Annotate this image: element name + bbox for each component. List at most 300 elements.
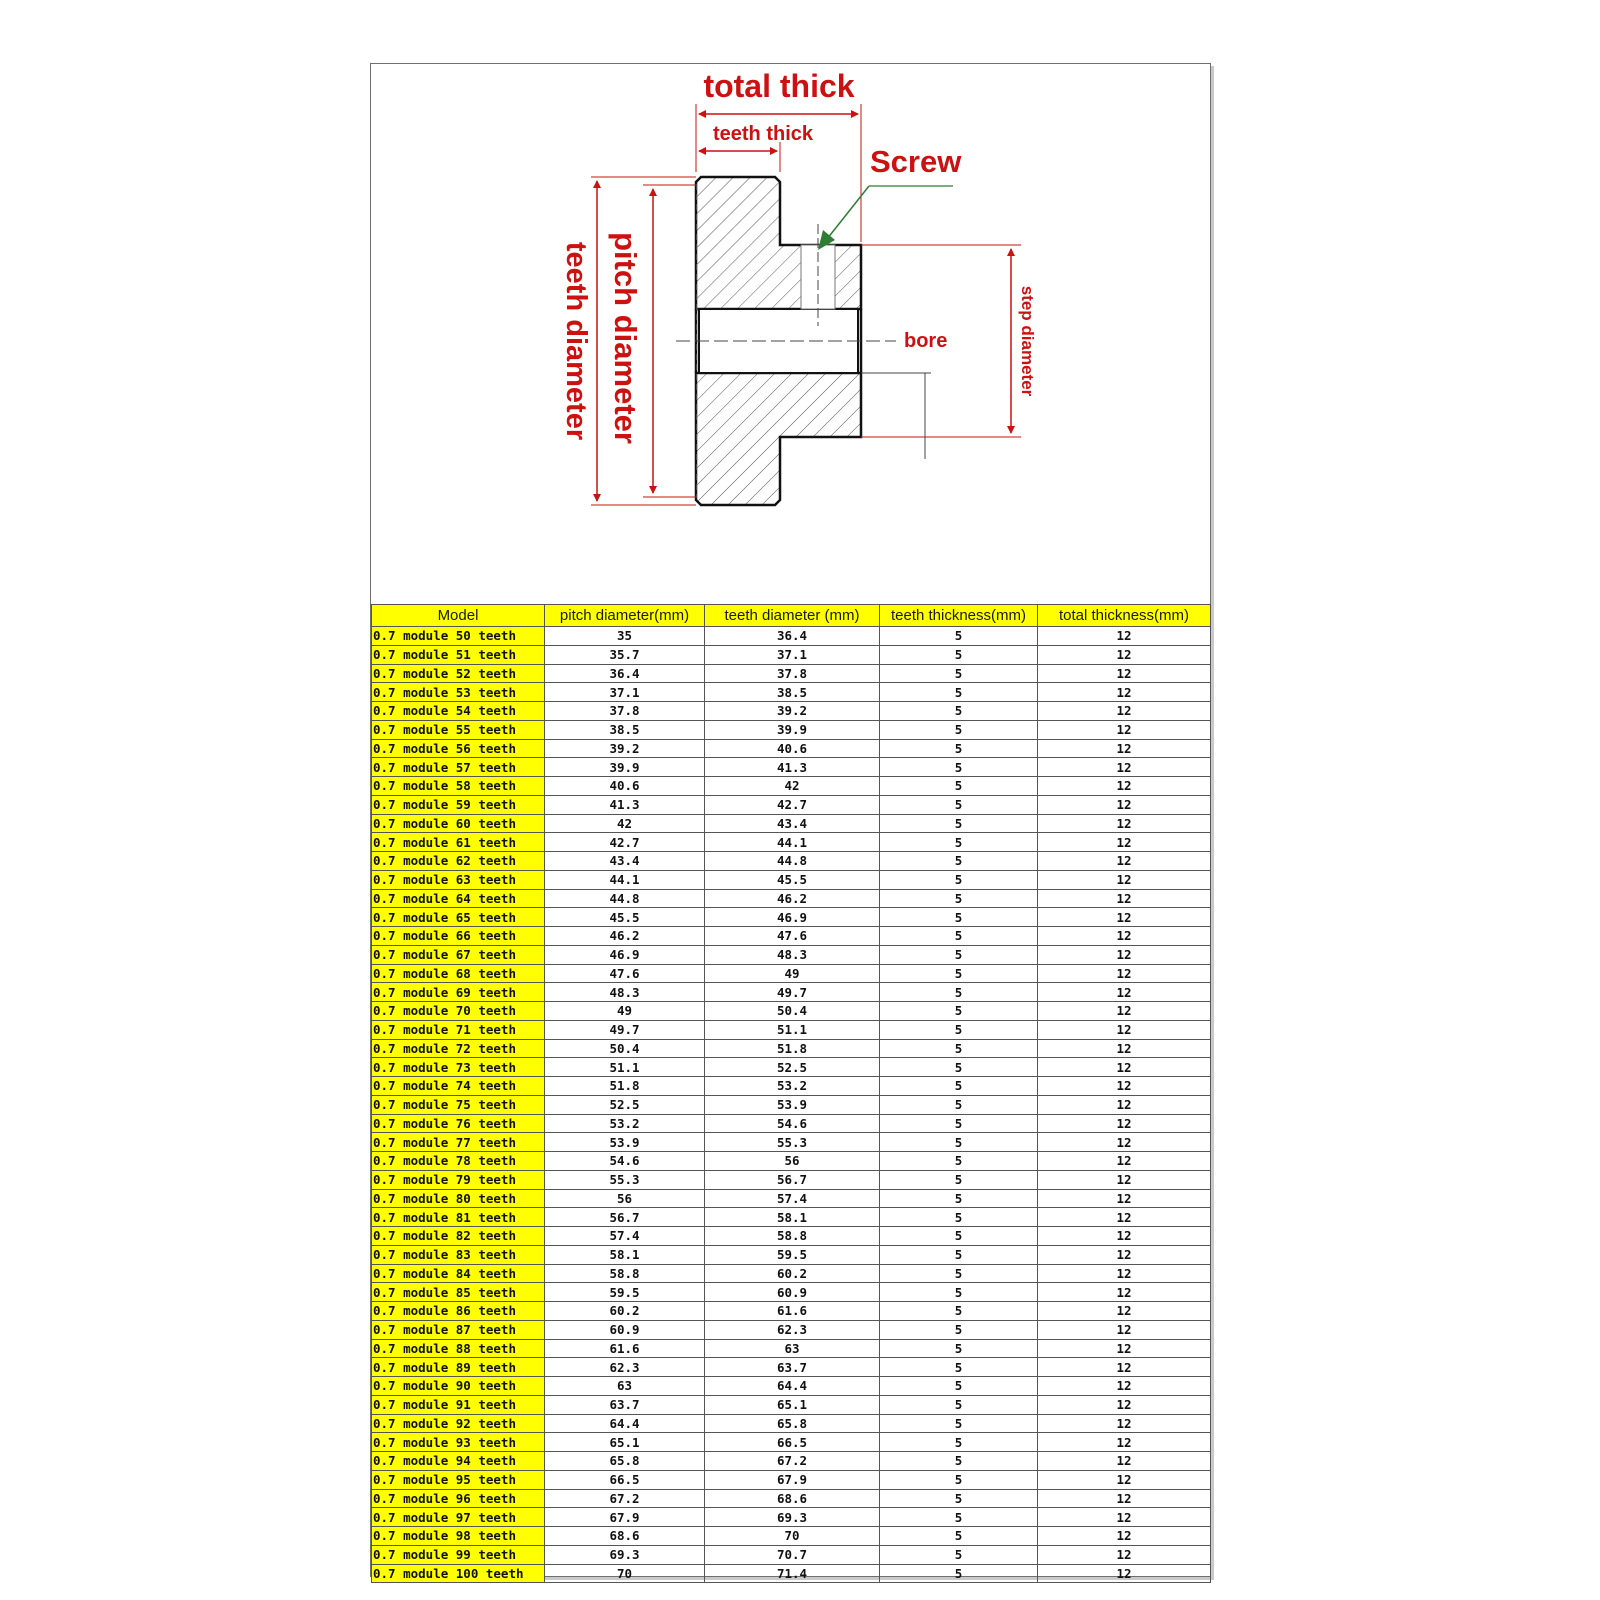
model-cell: 0.7 module 60 teeth — [372, 814, 545, 833]
teeth-thickness-cell: 5 — [880, 870, 1038, 889]
total-thickness-cell: 12 — [1038, 1114, 1211, 1133]
step-diameter-label: step diameter — [1018, 285, 1037, 397]
teeth-diameter-cell: 45.5 — [705, 870, 880, 889]
pitch-diameter-cell: 59.5 — [545, 1283, 705, 1302]
total-thickness-cell: 12 — [1038, 683, 1211, 702]
total-thickness-cell: 12 — [1038, 1095, 1211, 1114]
pitch-diameter-cell: 56 — [545, 1189, 705, 1208]
teeth-thickness-cell: 5 — [880, 1020, 1038, 1039]
pitch-diameter-cell: 65.1 — [545, 1433, 705, 1452]
teeth-thickness-cell: 5 — [880, 1564, 1038, 1583]
table-header-row — [372, 605, 1211, 627]
teeth-thickness-cell: 5 — [880, 1470, 1038, 1489]
teeth-diameter-cell: 62.3 — [705, 1320, 880, 1339]
total-thickness-cell: 12 — [1038, 1377, 1211, 1396]
teeth-thickness-cell: 5 — [880, 945, 1038, 964]
model-cell: 0.7 module 94 teeth — [372, 1452, 545, 1471]
pitch-diameter-cell: 50.4 — [545, 1039, 705, 1058]
teeth-thickness-cell: 5 — [880, 1414, 1038, 1433]
teeth-diameter-cell: 58.8 — [705, 1227, 880, 1246]
teeth-diameter-cell: 55.3 — [705, 1133, 880, 1152]
total-thickness-cell: 12 — [1038, 927, 1211, 946]
teeth-diameter-cell: 41.3 — [705, 758, 880, 777]
table-row — [372, 1208, 1211, 1227]
pitch-diameter-cell: 61.6 — [545, 1339, 705, 1358]
table-row — [372, 1302, 1211, 1321]
table-row — [372, 1133, 1211, 1152]
pitch-diameter-cell: 47.6 — [545, 964, 705, 983]
teeth-diameter-cell: 70 — [705, 1527, 880, 1546]
table-row — [372, 1152, 1211, 1171]
total-thickness-cell: 12 — [1038, 1077, 1211, 1096]
table-row — [372, 664, 1211, 683]
model-cell: 0.7 module 52 teeth — [372, 664, 545, 683]
table-row — [372, 1320, 1211, 1339]
table-row — [372, 1002, 1211, 1021]
teeth-thickness-cell: 5 — [880, 1133, 1038, 1152]
model-cell: 0.7 module 54 teeth — [372, 702, 545, 721]
model-cell: 0.7 module 100 teeth — [372, 1564, 545, 1583]
total-thickness-cell: 12 — [1038, 1208, 1211, 1227]
pitch-diameter-cell: 69.3 — [545, 1545, 705, 1564]
model-cell: 0.7 module 73 teeth — [372, 1058, 545, 1077]
teeth-thickness-cell: 5 — [880, 1283, 1038, 1302]
bore-callout — [904, 330, 947, 352]
total-thickness-cell: 12 — [1038, 1020, 1211, 1039]
table-row — [372, 720, 1211, 739]
teeth-diameter-cell: 59.5 — [705, 1245, 880, 1264]
total-thickness-cell: 12 — [1038, 758, 1211, 777]
pitch-diameter-cell: 53.2 — [545, 1114, 705, 1133]
pitch-diameter-cell: 56.7 — [545, 1208, 705, 1227]
model-cell: 0.7 module 86 teeth — [372, 1302, 545, 1321]
total-thickness-cell: 12 — [1038, 870, 1211, 889]
teeth-diameter-cell: 51.8 — [705, 1039, 880, 1058]
model-cell: 0.7 module 87 teeth — [372, 1320, 545, 1339]
model-cell: 0.7 module 91 teeth — [372, 1395, 545, 1414]
total-thickness-cell: 12 — [1038, 1414, 1211, 1433]
teeth-diameter-cell: 70.7 — [705, 1545, 880, 1564]
total-thickness-cell: 12 — [1038, 1527, 1211, 1546]
teeth-thickness-cell: 5 — [880, 1377, 1038, 1396]
total-thickness-cell: 12 — [1038, 1358, 1211, 1377]
total-thickness-cell: 12 — [1038, 1433, 1211, 1452]
pitch-diameter-cell: 48.3 — [545, 983, 705, 1002]
pitch-diameter-cell: 46.9 — [545, 945, 705, 964]
total-thickness-cell: 12 — [1038, 1245, 1211, 1264]
total-thickness-cell: 12 — [1038, 1508, 1211, 1527]
pitch-diameter-cell: 51.1 — [545, 1058, 705, 1077]
model-cell: 0.7 module 61 teeth — [372, 833, 545, 852]
teeth-thickness-cell: 5 — [880, 1433, 1038, 1452]
teeth-diameter-cell: 60.9 — [705, 1283, 880, 1302]
total-thickness-cell: 12 — [1038, 1452, 1211, 1471]
teeth-diameter-label: teeth diameter — [560, 241, 592, 441]
pitch-diameter-cell: 39.2 — [545, 739, 705, 758]
teeth-thick-label: teeth thick — [712, 123, 814, 145]
bore-label: bore — [904, 330, 948, 352]
pitch-diameter-cell: 57.4 — [545, 1227, 705, 1246]
total-thickness-cell: 12 — [1038, 908, 1211, 927]
teeth-thickness-cell: 5 — [880, 964, 1038, 983]
teeth-diameter-cell: 53.9 — [705, 1095, 880, 1114]
teeth-thickness-cell: 5 — [880, 1189, 1038, 1208]
pitch-diameter-cell: 37.1 — [545, 683, 705, 702]
teeth-thickness-cell: 5 — [880, 1395, 1038, 1414]
pitch-diameter-cell: 62.3 — [545, 1358, 705, 1377]
teeth-thickness-cell: 5 — [880, 1058, 1038, 1077]
total-thickness-cell: 12 — [1038, 1564, 1211, 1583]
teeth-diameter-cell: 53.2 — [705, 1077, 880, 1096]
teeth-diameter-cell: 67.2 — [705, 1452, 880, 1471]
total-thickness-cell: 12 — [1038, 1170, 1211, 1189]
teeth-diameter-cell: 49.7 — [705, 983, 880, 1002]
teeth-diameter-cell: 54.6 — [705, 1114, 880, 1133]
teeth-diameter-cell: 58.1 — [705, 1208, 880, 1227]
teeth-diameter-cell: 40.6 — [705, 739, 880, 758]
teeth-thickness-cell: 5 — [880, 627, 1038, 646]
pitch-diameter-cell: 35 — [545, 627, 705, 646]
pitch-diameter-cell: 39.9 — [545, 758, 705, 777]
model-cell: 0.7 module 56 teeth — [372, 739, 545, 758]
pitch-diameter-cell: 44.1 — [545, 870, 705, 889]
teeth-thickness-cell: 5 — [880, 1264, 1038, 1283]
total-thickness-cell: 12 — [1038, 627, 1211, 646]
table-row — [372, 945, 1211, 964]
teeth-thickness-cell: 5 — [880, 1320, 1038, 1339]
model-cell: 0.7 module 66 teeth — [372, 927, 545, 946]
total-thickness-cell: 12 — [1038, 1133, 1211, 1152]
pitch-diameter-cell: 60.2 — [545, 1302, 705, 1321]
pitch-diameter-cell: 63.7 — [545, 1395, 705, 1414]
pitch-diameter-cell: 55.3 — [545, 1170, 705, 1189]
header-total-thickness: total thickness(mm) — [1038, 605, 1211, 627]
model-cell: 0.7 module 82 teeth — [372, 1227, 545, 1246]
screw-pointer — [818, 144, 962, 250]
table-row — [372, 814, 1211, 833]
table-row — [372, 1545, 1211, 1564]
teeth-diameter-cell: 69.3 — [705, 1508, 880, 1527]
total-thickness-cell: 12 — [1038, 1545, 1211, 1564]
table-row — [372, 1470, 1211, 1489]
gear-spec-table — [371, 604, 1211, 1583]
model-cell: 0.7 module 55 teeth — [372, 720, 545, 739]
model-cell: 0.7 module 65 teeth — [372, 908, 545, 927]
total-thickness-cell: 12 — [1038, 1058, 1211, 1077]
header-teeth-diameter: teeth diameter (mm) — [705, 605, 880, 627]
table-row — [372, 1452, 1211, 1471]
table-row — [372, 1114, 1211, 1133]
table-row — [372, 964, 1211, 983]
model-cell: 0.7 module 71 teeth — [372, 1020, 545, 1039]
table-row — [372, 1489, 1211, 1508]
teeth-thickness-cell: 5 — [880, 1002, 1038, 1021]
teeth-thickness-cell: 5 — [880, 833, 1038, 852]
pitch-diameter-cell: 49 — [545, 1002, 705, 1021]
pitch-diameter-cell: 43.4 — [545, 852, 705, 871]
teeth-diameter-cell: 48.3 — [705, 945, 880, 964]
teeth-diameter-cell: 43.4 — [705, 814, 880, 833]
table-row — [372, 1058, 1211, 1077]
teeth-thickness-cell: 5 — [880, 1339, 1038, 1358]
table-body — [372, 627, 1211, 1583]
model-cell: 0.7 module 83 teeth — [372, 1245, 545, 1264]
table-row — [372, 1189, 1211, 1208]
header-model: Model — [372, 605, 545, 627]
total-thickness-cell: 12 — [1038, 1227, 1211, 1246]
total-thickness-cell: 12 — [1038, 645, 1211, 664]
teeth-diameter-cell: 63 — [705, 1339, 880, 1358]
table-row — [372, 1227, 1211, 1246]
table-row — [372, 627, 1211, 646]
table-row — [372, 1095, 1211, 1114]
total-thickness-cell: 12 — [1038, 1470, 1211, 1489]
teeth-thickness-cell: 5 — [880, 814, 1038, 833]
pitch-diameter-cell: 51.8 — [545, 1077, 705, 1096]
teeth-thickness-cell: 5 — [880, 683, 1038, 702]
teeth-thickness-cell: 5 — [880, 720, 1038, 739]
teeth-thickness-cell: 5 — [880, 908, 1038, 927]
header-teeth-thickness: teeth thickness(mm) — [880, 605, 1038, 627]
model-cell: 0.7 module 97 teeth — [372, 1508, 545, 1527]
model-cell: 0.7 module 79 teeth — [372, 1170, 545, 1189]
teeth-thickness-cell: 5 — [880, 739, 1038, 758]
pitch-diameter-cell: 36.4 — [545, 664, 705, 683]
teeth-thickness-cell: 5 — [880, 702, 1038, 721]
total-thick-label: total thick — [703, 68, 855, 104]
pitch-diameter-cell: 46.2 — [545, 927, 705, 946]
total-thickness-cell: 12 — [1038, 852, 1211, 871]
teeth-diameter-cell: 36.4 — [705, 627, 880, 646]
table-row — [372, 1414, 1211, 1433]
pitch-diameter-cell: 52.5 — [545, 1095, 705, 1114]
teeth-thickness-cell: 5 — [880, 1095, 1038, 1114]
model-cell: 0.7 module 85 teeth — [372, 1283, 545, 1302]
model-cell: 0.7 module 53 teeth — [372, 683, 545, 702]
table-row — [372, 1039, 1211, 1058]
pitch-diameter-cell: 38.5 — [545, 720, 705, 739]
teeth-diameter-cell: 49 — [705, 964, 880, 983]
teeth-diameter-cell: 44.8 — [705, 852, 880, 871]
total-thickness-cell: 12 — [1038, 1152, 1211, 1171]
teeth-thickness-cell: 5 — [880, 1152, 1038, 1171]
teeth-diameter-cell: 38.5 — [705, 683, 880, 702]
teeth-thickness-cell: 5 — [880, 1077, 1038, 1096]
table-row — [372, 1564, 1211, 1583]
total-thickness-cell: 12 — [1038, 664, 1211, 683]
teeth-diameter-cell: 71.4 — [705, 1564, 880, 1583]
table-row — [372, 833, 1211, 852]
table-row — [372, 1395, 1211, 1414]
table-row — [372, 1339, 1211, 1358]
total-thickness-cell: 12 — [1038, 964, 1211, 983]
model-cell: 0.7 module 98 teeth — [372, 1527, 545, 1546]
model-cell: 0.7 module 77 teeth — [372, 1133, 545, 1152]
pitch-diameter-cell: 49.7 — [545, 1020, 705, 1039]
total-thickness-cell: 12 — [1038, 1189, 1211, 1208]
model-cell: 0.7 module 72 teeth — [372, 1039, 545, 1058]
teeth-diameter-cell: 46.2 — [705, 889, 880, 908]
teeth-thickness-cell: 5 — [880, 1508, 1038, 1527]
model-cell: 0.7 module 96 teeth — [372, 1489, 545, 1508]
model-cell: 0.7 module 78 teeth — [372, 1152, 545, 1171]
pitch-diameter-cell: 63 — [545, 1377, 705, 1396]
total-thickness-cell: 12 — [1038, 983, 1211, 1002]
pitch-diameter-cell: 41.3 — [545, 795, 705, 814]
teeth-diameter-cell: 37.1 — [705, 645, 880, 664]
total-thickness-cell: 12 — [1038, 1395, 1211, 1414]
table-row — [372, 1245, 1211, 1264]
table-row — [372, 1020, 1211, 1039]
table-row — [372, 739, 1211, 758]
teeth-thickness-cell: 5 — [880, 795, 1038, 814]
screw-label: Screw — [870, 144, 962, 179]
pitch-diameter-cell: 53.9 — [545, 1133, 705, 1152]
table-row — [372, 702, 1211, 721]
total-thickness-cell: 12 — [1038, 1339, 1211, 1358]
teeth-thickness-cell: 5 — [880, 1489, 1038, 1508]
teeth-diameter-cell: 50.4 — [705, 1002, 880, 1021]
teeth-thickness-cell: 5 — [880, 1358, 1038, 1377]
pitch-diameter-cell: 44.8 — [545, 889, 705, 908]
gear-body — [676, 177, 896, 505]
pitch-diameter-cell: 45.5 — [545, 908, 705, 927]
table-row — [372, 645, 1211, 664]
table-row — [372, 1077, 1211, 1096]
pitch-diameter-cell: 37.8 — [545, 702, 705, 721]
pitch-diameter-cell: 70 — [545, 1564, 705, 1583]
model-cell: 0.7 module 81 teeth — [372, 1208, 545, 1227]
total-thickness-cell: 12 — [1038, 1320, 1211, 1339]
table-row — [372, 1433, 1211, 1452]
teeth-thickness-cell: 5 — [880, 645, 1038, 664]
pitch-diameter-cell: 67.9 — [545, 1508, 705, 1527]
model-cell: 0.7 module 95 teeth — [372, 1470, 545, 1489]
table-row — [372, 1508, 1211, 1527]
teeth-diameter-cell: 42 — [705, 777, 880, 796]
header-pitch-diameter: pitch diameter(mm) — [545, 605, 705, 627]
pitch-diameter-cell: 60.9 — [545, 1320, 705, 1339]
teeth-thickness-cell: 5 — [880, 1452, 1038, 1471]
gear-cross-section-diagram — [371, 64, 1210, 604]
model-cell: 0.7 module 63 teeth — [372, 870, 545, 889]
teeth-diameter-cell: 52.5 — [705, 1058, 880, 1077]
pitch-diameter-cell: 58.1 — [545, 1245, 705, 1264]
pitch-diameter-cell: 66.5 — [545, 1470, 705, 1489]
pitch-diameter-cell: 67.2 — [545, 1489, 705, 1508]
total-thickness-cell: 12 — [1038, 1283, 1211, 1302]
model-cell: 0.7 module 51 teeth — [372, 645, 545, 664]
total-thickness-cell: 12 — [1038, 720, 1211, 739]
table-row — [372, 852, 1211, 871]
teeth-thickness-cell: 5 — [880, 758, 1038, 777]
total-thickness-cell: 12 — [1038, 814, 1211, 833]
table-row — [372, 908, 1211, 927]
teeth-diameter-cell: 39.9 — [705, 720, 880, 739]
table-row — [372, 870, 1211, 889]
teeth-diameter-cell: 56 — [705, 1152, 880, 1171]
table-row — [372, 889, 1211, 908]
table-row — [372, 927, 1211, 946]
total-thickness-cell: 12 — [1038, 739, 1211, 758]
model-cell: 0.7 module 88 teeth — [372, 1339, 545, 1358]
spec-sheet — [370, 63, 1211, 1581]
model-cell: 0.7 module 70 teeth — [372, 1002, 545, 1021]
model-cell: 0.7 module 84 teeth — [372, 1264, 545, 1283]
teeth-thickness-cell: 5 — [880, 1208, 1038, 1227]
table-row — [372, 1527, 1211, 1546]
model-cell: 0.7 module 90 teeth — [372, 1377, 545, 1396]
teeth-diameter-cell: 56.7 — [705, 1170, 880, 1189]
total-thickness-cell: 12 — [1038, 1002, 1211, 1021]
model-cell: 0.7 module 89 teeth — [372, 1358, 545, 1377]
teeth-diameter-cell: 65.8 — [705, 1414, 880, 1433]
total-thickness-cell: 12 — [1038, 1302, 1211, 1321]
model-cell: 0.7 module 74 teeth — [372, 1077, 545, 1096]
model-cell: 0.7 module 93 teeth — [372, 1433, 545, 1452]
table-row — [372, 1283, 1211, 1302]
teeth-thickness-cell: 5 — [880, 777, 1038, 796]
model-cell: 0.7 module 76 teeth — [372, 1114, 545, 1133]
table-row — [372, 1264, 1211, 1283]
pitch-diameter-cell: 35.7 — [545, 645, 705, 664]
teeth-diameter-cell: 46.9 — [705, 908, 880, 927]
teeth-diameter-cell: 42.7 — [705, 795, 880, 814]
model-cell: 0.7 module 50 teeth — [372, 627, 545, 646]
teeth-diameter-cell: 68.6 — [705, 1489, 880, 1508]
teeth-diameter-cell: 57.4 — [705, 1189, 880, 1208]
total-thickness-cell: 12 — [1038, 702, 1211, 721]
model-cell: 0.7 module 80 teeth — [372, 1189, 545, 1208]
pitch-diameter-cell: 54.6 — [545, 1152, 705, 1171]
total-thickness-cell: 12 — [1038, 889, 1211, 908]
model-cell: 0.7 module 59 teeth — [372, 795, 545, 814]
table-row — [372, 777, 1211, 796]
teeth-diameter-cell: 51.1 — [705, 1020, 880, 1039]
teeth-thickness-cell: 5 — [880, 927, 1038, 946]
teeth-thickness-cell: 5 — [880, 664, 1038, 683]
pitch-diameter-cell: 42.7 — [545, 833, 705, 852]
model-cell: 0.7 module 69 teeth — [372, 983, 545, 1002]
model-cell: 0.7 module 57 teeth — [372, 758, 545, 777]
table-row — [372, 1170, 1211, 1189]
teeth-thickness-cell: 5 — [880, 1245, 1038, 1264]
pitch-diameter-cell: 64.4 — [545, 1414, 705, 1433]
teeth-thickness-cell: 5 — [880, 1114, 1038, 1133]
teeth-thickness-cell: 5 — [880, 1170, 1038, 1189]
teeth-diameter-cell: 37.8 — [705, 664, 880, 683]
model-cell: 0.7 module 64 teeth — [372, 889, 545, 908]
model-cell: 0.7 module 92 teeth — [372, 1414, 545, 1433]
table-row — [372, 795, 1211, 814]
table-row — [372, 1358, 1211, 1377]
teeth-thick-dimension — [699, 123, 814, 172]
pitch-diameter-cell: 42 — [545, 814, 705, 833]
teeth-diameter-cell: 65.1 — [705, 1395, 880, 1414]
model-cell: 0.7 module 75 teeth — [372, 1095, 545, 1114]
teeth-thickness-cell: 5 — [880, 983, 1038, 1002]
teeth-diameter-cell: 67.9 — [705, 1470, 880, 1489]
model-cell: 0.7 module 58 teeth — [372, 777, 545, 796]
pitch-diameter-cell: 65.8 — [545, 1452, 705, 1471]
total-thickness-cell: 12 — [1038, 833, 1211, 852]
teeth-diameter-cell: 39.2 — [705, 702, 880, 721]
total-thickness-cell: 12 — [1038, 795, 1211, 814]
model-cell: 0.7 module 68 teeth — [372, 964, 545, 983]
pitch-diameter-cell: 40.6 — [545, 777, 705, 796]
model-cell: 0.7 module 99 teeth — [372, 1545, 545, 1564]
total-thickness-cell: 12 — [1038, 945, 1211, 964]
